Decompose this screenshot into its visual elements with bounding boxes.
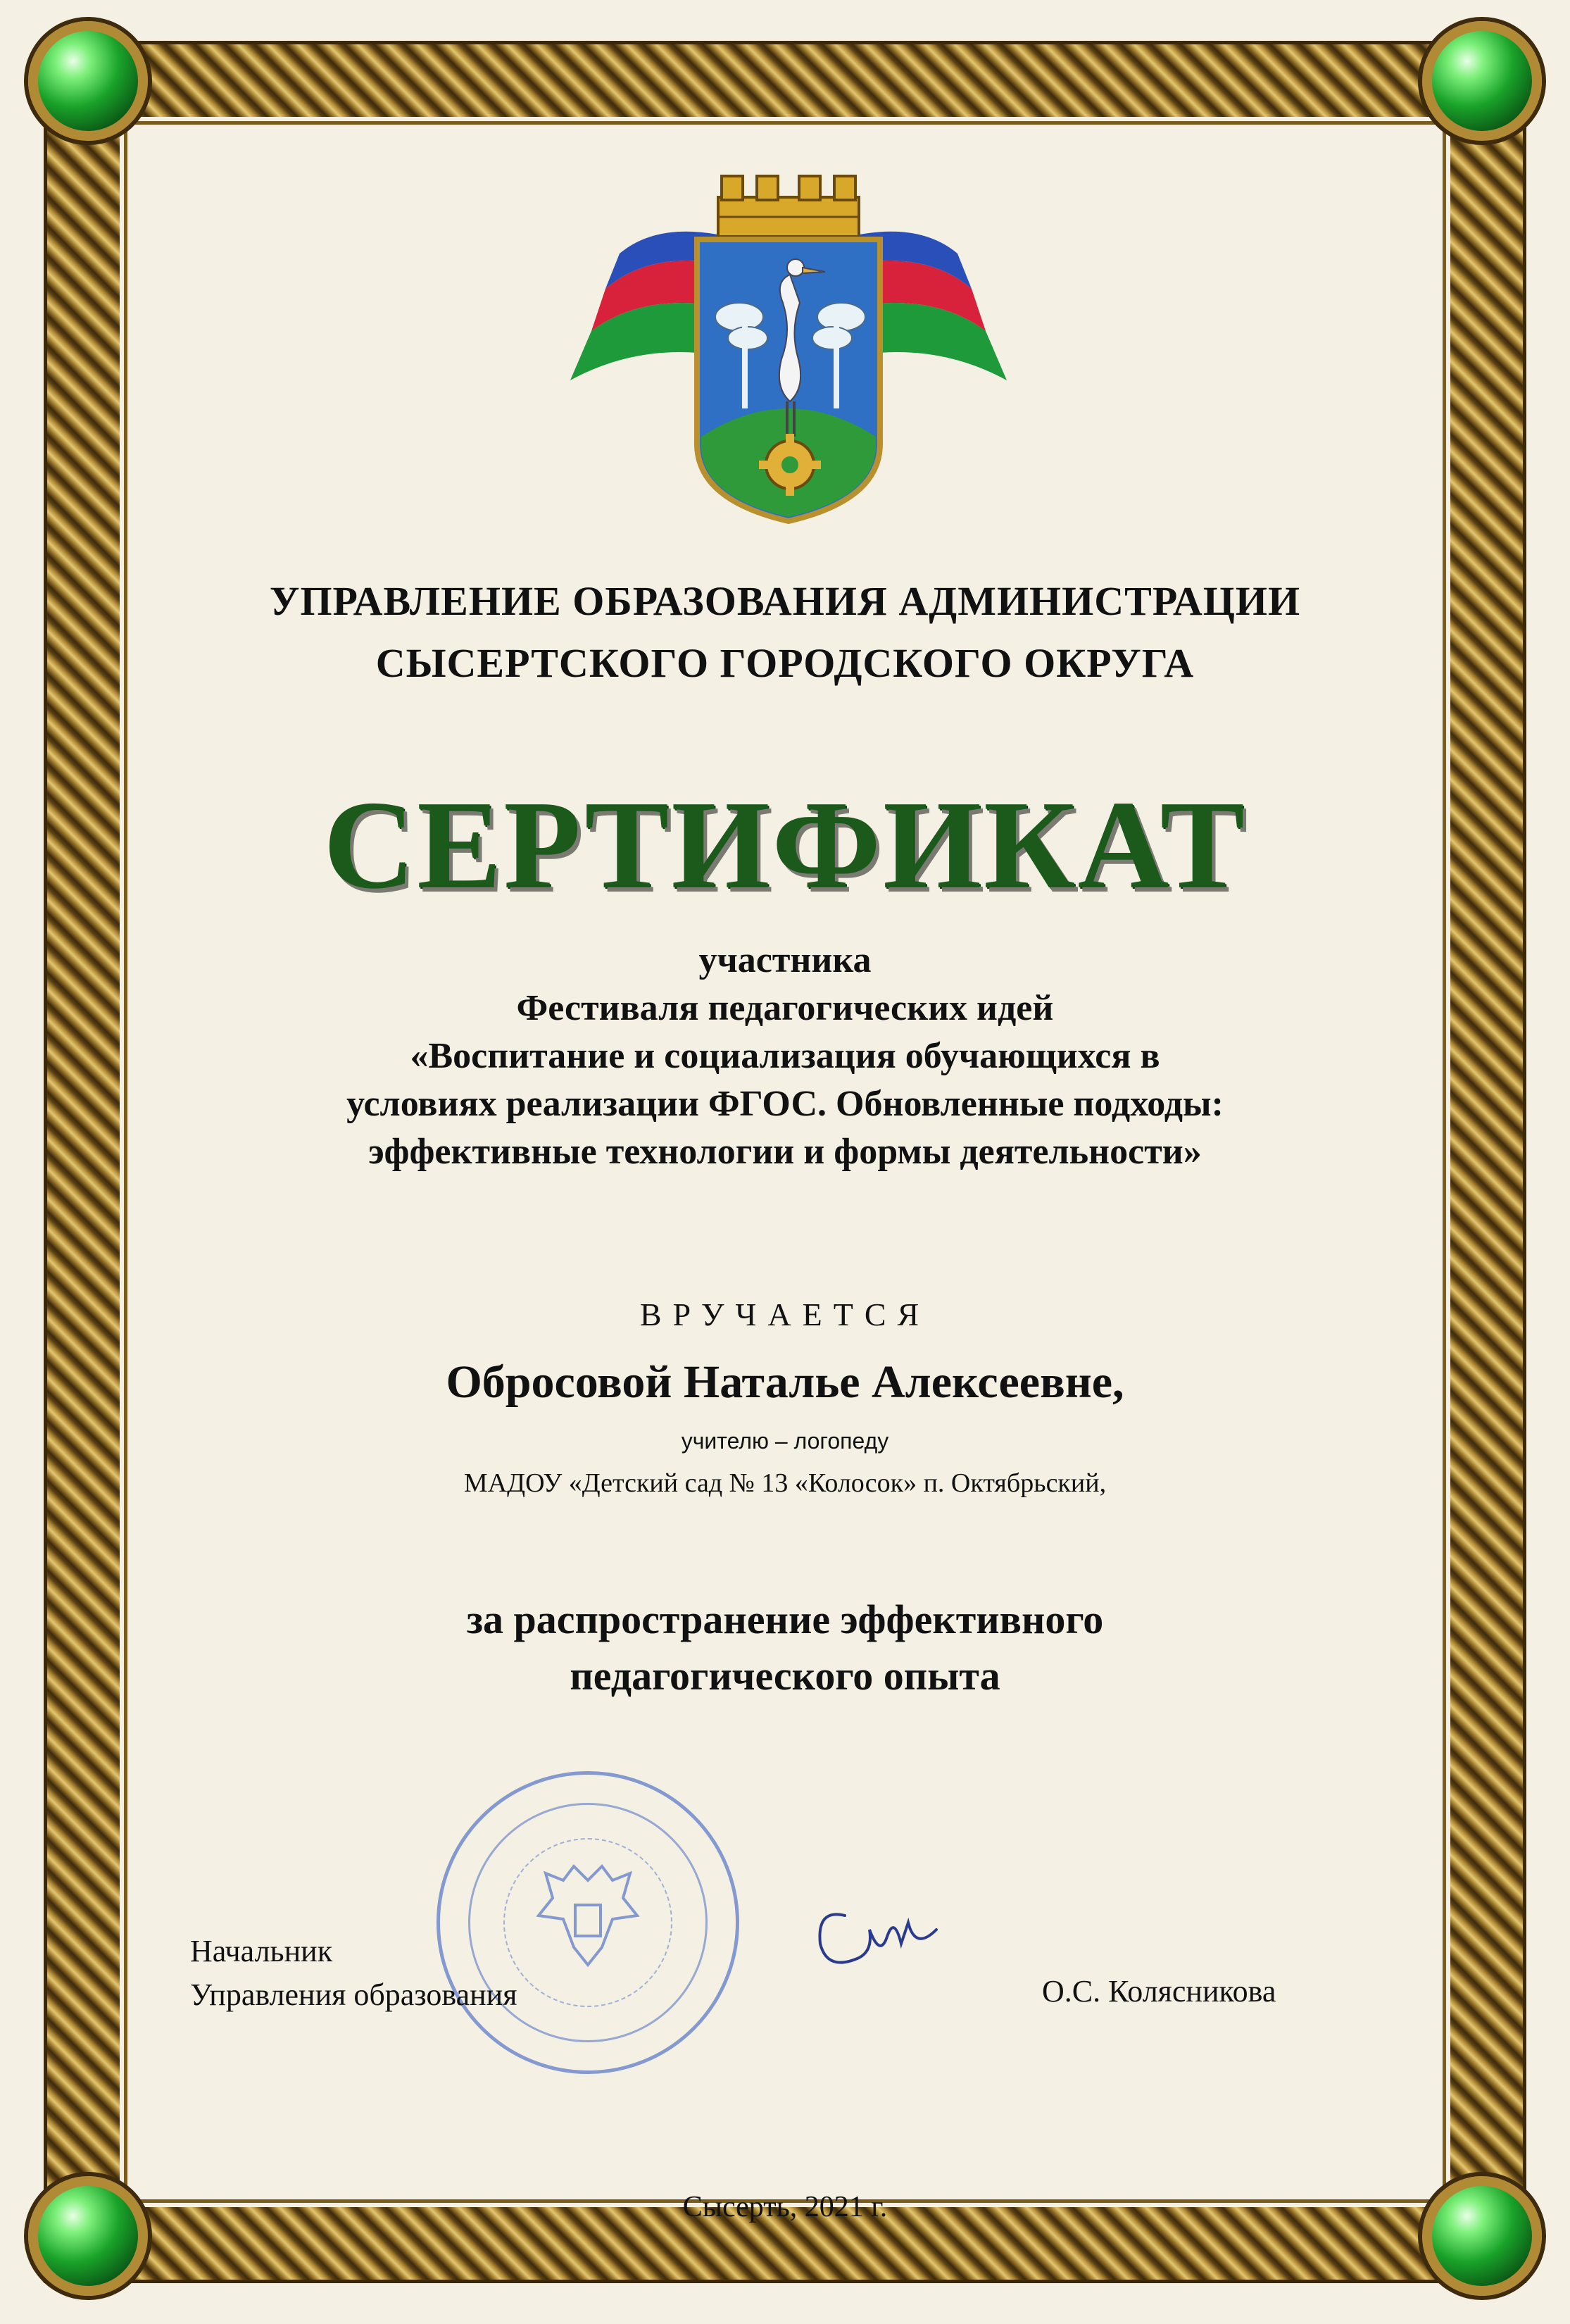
issuer-line-1: УПРАВЛЕНИЕ ОБРАЗОВАНИЯ АДМИНИСТРАЦИИ — [269, 578, 1301, 624]
place-and-date: Сысерть, 2021 г. — [682, 2191, 888, 2223]
emerald-corner-top-right — [1422, 21, 1542, 141]
festival-line-2: Фестиваля педагогических идей — [516, 988, 1054, 1028]
issuer-line-2: СЫСЕРТСКОГО ГОРОДСКОГО ОКРУГА — [375, 640, 1195, 686]
festival-description — [127, 985, 1443, 1176]
official-seal-stamp — [437, 1771, 739, 2074]
reason-line-2: педагогического опыта — [570, 1653, 1000, 1699]
festival-line-5: эффективные технологии и формы деятельности» — [368, 1132, 1202, 1172]
seal-eagle-icon — [440, 1775, 736, 2070]
reason-line-1: за распространение эффективного — [466, 1597, 1104, 1642]
recipient-name: Обросовой Наталье Алексеевне, — [446, 1356, 1124, 1408]
signatory-name: О.С. Колясникова — [1042, 1974, 1276, 2008]
coat-of-arms-emblem — [563, 169, 1014, 535]
emerald-corner-top-left — [28, 21, 148, 141]
participant-label: участника — [698, 940, 872, 980]
award-reason — [127, 1592, 1443, 1704]
signatory-title — [190, 1930, 517, 2017]
festival-line-4: условиях реализации ФГОС. Обновленные подходы: — [346, 1084, 1224, 1124]
awarded-label: ВРУЧАЕТСЯ — [639, 1297, 931, 1332]
certificate-title: СЕРТИФИКАТ — [323, 775, 1247, 915]
recipient-organization: МАДОУ «Детский сад № 13 «Колосок» п. Октябрьский, — [463, 1468, 1107, 1498]
handwritten-signature — [803, 1887, 943, 1986]
festival-line-3: «Воспитание и социализация обучающихся в — [410, 1036, 1160, 1076]
recipient-position: учителю – логопеду — [681, 1428, 889, 1454]
signatory-title-line-1: Начальник — [190, 1934, 333, 1968]
mural-crown — [718, 176, 859, 237]
issuer-heading — [127, 570, 1443, 694]
signatory-title-line-2: Управления образования — [190, 1978, 517, 2012]
